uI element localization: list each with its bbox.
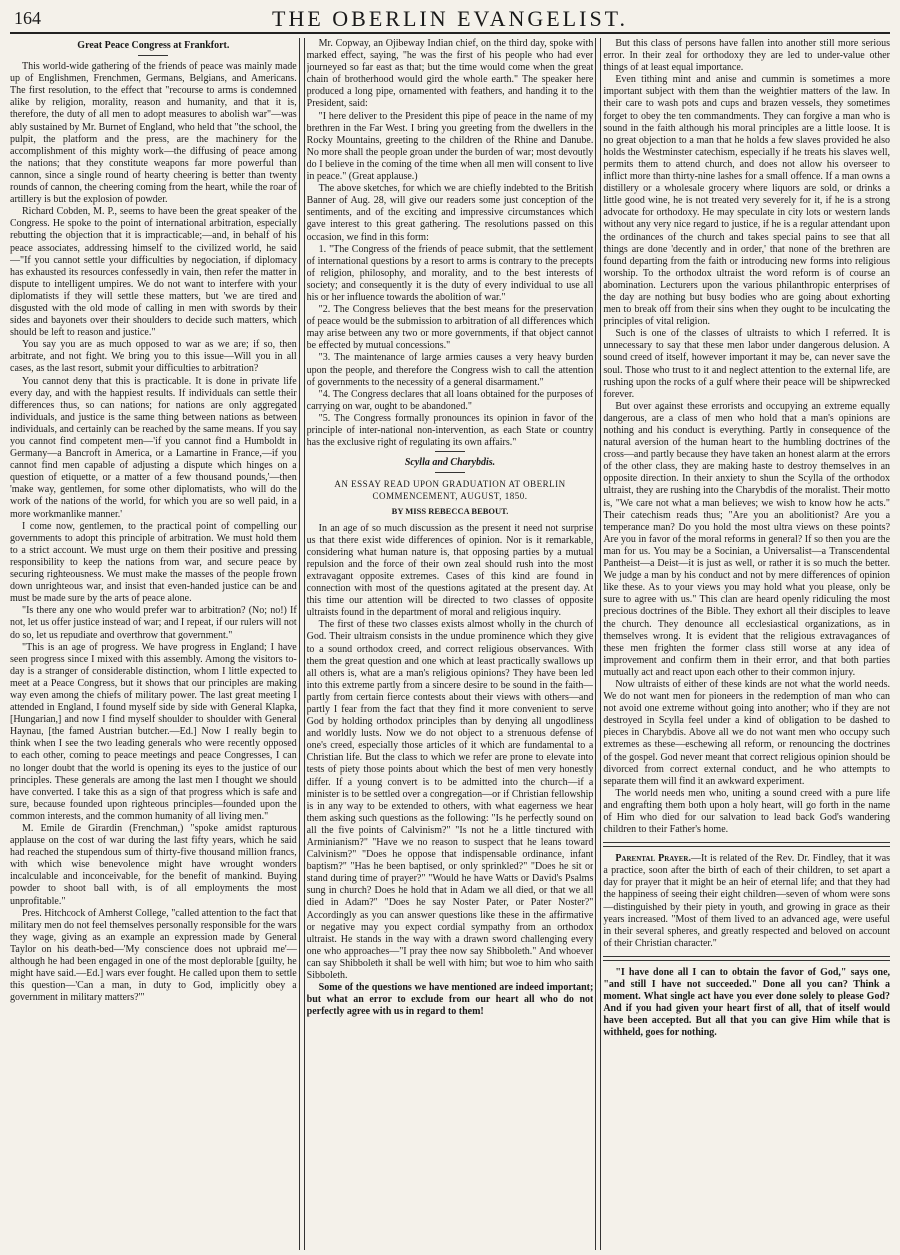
- paragraph-closing: "I have done all I can to obtain the favor of God," says one, "and still I have not succeeded." Done all you can? Think a moment. What single act have you ever done solely to please God? And if you had given your heart first of all, that of itself would have been accepted. But all that you can give Him while that is withheld, goes for nothing.: [603, 966, 891, 1039]
- section-divider: [603, 842, 890, 847]
- masthead: [10, 6, 890, 34]
- paragraph: "This is an age of progress. We have progress in England; I have seen progress since I mixed with this assembly. Among the visitors to-day is a stranger of considerable distinction, whom I little expected to meet at a Peace Congress, but it shows that our principles are making way even among the chiefs of military power. The last great meeting I attended in England, I found myself side by side with General Klapka, [Hungarian,] and now I find myself shoulder to shoulder with General Haynau, [the famed Austrian butcher.—Ed.] Now I really begin to think when I see the two leading generals who were recently opposed to each other, coming to peace meetings and peace Congresses, I can no longer doubt that the world is opening its eyes to the justice of our principles. These generals are among the last men I thought we should have converted. I take this as a sign of that progress which is safe and sure, because founded upon righteous principles—founded upon the common interests, and the common humanity of all living men.": [10, 641, 297, 822]
- section-rule: [435, 451, 465, 452]
- paragraph: "5. The Congress formally pronounces its opinion in favor of the principle of inter-national non-intervention, as each State or country has the exclusive right of regulating its own affairs.": [306, 412, 594, 449]
- paragraph: Pres. Hitchcock of Amherst College, "called attention to the fact that military men do not feel themselves personally responsible for the wars they wage, giving as an example an expression made by General Taylor on his death-bed—'My conscience does not upbraid me'—although he had been engaged in one of the most deplorable [guilty, he might have said.—Ed.] wars ever fought. He called upon them to settle this question—'Can a man, in duty to God, implicitly obey a government in military matters?'": [10, 907, 297, 1004]
- article-heading-peace-congress: Great Peace Congress at Frankfort.: [77, 40, 230, 51]
- column-separator: [299, 38, 305, 1250]
- columns: [10, 38, 890, 1250]
- paragraph: Even tithing mint and anise and cummin is sometimes a more important subject with them than the weightier matters of the law. In their care to wash pots and cups and brazen vessels, they sometimes forget to obey the ten commandments. They can forgive a man who is sound in the faith although his moral principles are a little loose. It is no great objection to a man that he holds a few slaves provided he also holds the Westminster catechism, especially if he treats his slaves well, permits them to attend church, and does not allow his overseer to inflict more than thirty-nine lashes for a small offence. If a man owns a distillery or a wholesale grocery where liquors are sold, or drinks a little good wine, he is not treated very severely for it, if he is a strong advocate for orthodoxy. He may speculate in city lots or western lands without any very nice regard to justice, if he is a regular attendant upon the ordinances of the church and takes special pains to see that all things are done 'decently and in order,' that none of the brethren are found departing from the faith or introducing new forms into religious worship. To the orthodox ultraist the word reform is of course an abomination. Lecturers upon the various philanthropic enterprises of the day are nothing but busy bodies who are going about exhorting men to break off from their sins when they ought to be inculcating the principles of vital religion.: [603, 74, 891, 328]
- article-subheading: AN ESSAY READ UPON GRADUATION AT OBERLIN COMMENCEMENT, AUGUST, 1850.: [334, 479, 566, 502]
- paragraph: In an age of so much discussion as the present it need not surprise us that there exist wide differences of opinion. Nor is it remarkable, considering what human nature is, that opposing parties by a mutual repulsion and the force of their own zeal should rush into the most extravagant opposite extremes. Cases of this kind are found in connection with most of the questions agitated at the present day. At this time our attention will be directed to two classes of opposite ultraists found in the department of moral and religious inquiry.: [306, 522, 594, 619]
- paragraph: This world-wide gathering of the friends of peace was mainly made up of Englishmen, Frenchmen, Germans, Belgians, and Americans. The first resolution, to the effect that "recourse to arms is condemned alike by religion, morality, reason and humanity, and that it is, therefore, the duty of all men to adopt measures to abolish war"—was ably sustained by Mr. Burnet of England, who held that "the school, the pulpit, the platform and the press, are the machinery for the accomplishment of this mighty work—the diffusing of peace among the nations; that they constitute weapons far more powerful than cannon, since a single round of hearty cheering is better than twenty rounds of cannon, the cheering coming from the heart, while the roar of artillery is but the explosion of powder.: [10, 61, 297, 206]
- paragraph: "2. The Congress believes that the best means for the preservation of peace would be the submission to arbitration of all differences which may arise between any two or more governments, if that object cannot be effected by mutual concessions.": [306, 304, 594, 352]
- paragraph: But over against these errorists and occupying an extreme equally dangerous, are a class of men who hold that a man's opinions are nothing and his conduct is everything. Partly in consequence of the natural aversion of the human heart to the humbling doctrines of the cross—and partly because they have taken an honest alarm at the errors of the other class, they are making haste to destroy themselves in an opposite direction. In their anxiety to shun the Scylla of the orthodox ultraist, they are rushing into the Charybdis of the moralist. Their motto is, "We care not what a man believes; we wish to know how he acts." Their catechism reads thus; "Are you an abolitionist? Are you a temperance man? Do you hold the most ultra views on these points? Are you in favor of the moral reforms in general? If so then you are the man for us. You may be a Socinian, a Universalist—a Transcendental Pantheist—a Deist—it is just as well, or rather it is so much the better. We judge a man by his conduct and not by mere differences of opinion like these. As to your views you may hold what you please, only be sure to agree with us." This clan are heard openly ridiculing the most precious doctrines of the Bible. They exhort all their disciples to leave the church. They denounce all ecclesiastical organizations, as in themselves wrong. It is evident that the religious extravagances of these men frighten the former class still worse at any idea of improvement and confirm them in their error, and that both parties mutually act and react upon each other to their common injury.: [603, 400, 891, 678]
- paragraph: You say you are as much opposed to war as we are; if so, then arbitrate, and not fight. We bring you to this issue—Will you in all cases, as the last resort, submit your difficulties to arbitration?: [10, 339, 297, 375]
- paragraph: Such is one of the classes of ultraists to which I referred. It is unnecessary to say that these men labor under dangerous delusion. A sound creed of itself, however important it may be, can never save the soul. Those who trust to it and neglect attention to the external life, are rushing upon the rocks of a gulf where their peace will be shipwrecked forever.: [603, 328, 891, 400]
- newspaper-title: THE OBERLIN EVANGELIST.: [272, 6, 628, 31]
- column-2: [307, 38, 594, 1250]
- paragraph: "I here deliver to the President this pipe of peace in the name of my brethren in the Far West. I bring you greeting from the dwellers in the Rocky Mountains, greeting to the children of the Rhine and Danube. No more shall the people groan under the burden of war; most devoutly do I believe in the coming of the time when all men will consent to live in peace." (Great applause.): [306, 110, 594, 183]
- paragraph: "Is there any one who would prefer war to arbitration? (No; no!) If not, let us offer justice instead of war; and I repeat, if our rulers will not do so, let us repudiate and overthrow that government.": [10, 605, 297, 641]
- column-3: [603, 38, 890, 1250]
- paragraph: But this class of persons have fallen into another still more serious error. In their zeal for orthodoxy they are led to under-value other things of at least equal importance.: [603, 38, 891, 74]
- heading-rule: [435, 472, 465, 473]
- paragraph: Mr. Copway, an Ojibeway Indian chief, on the third day, spoke with marked effect, saying, "he was the first of his people who had ever journeyed so far east as that; but the time would come when the great chain of brotherhood would gird the whole earth." The speaker here produced a long pipe, ornamented with feathers, and handing it to the President, said:: [306, 38, 594, 110]
- page-number: 164: [14, 8, 41, 28]
- article-heading-scylla: Scylla and Charybdis.: [404, 457, 496, 469]
- paragraph: I come now, gentlemen, to the practical point of compelling our governments to adopt this principle of arbitration. We must hold them to a strict account. We must urge on them their positive and pressing responsibility to keep the nations from war, and secure peace by securing righteousness. We must make the masses of the people frown down unrighteous war, and insist that even-handed justice can be and must be made sure by the arts of peace alone.: [10, 520, 297, 605]
- paragraph: Some of the questions we have mentioned are indeed important; but what an error to exclude from our heart all who do not perfectly agree with us in regard to them!: [306, 982, 594, 1018]
- paragraph: The first of these two classes exists almost wholly in the church of God. Their ultraism consists in the undue prominence which they give to a sound orthodox creed, and correct religious observances. With them the great question and one which at least practically swallows up all others is, what are a man's religious opinions? They have been led into this extreme partly from a sincere desire to be sound in the faith—partly from certain fierce contests about their views with others—and partly I fear from the fact that they find it more convenient to serve God by holding orthodox principles than by denying all ungodliness and worldly lusts. Now we do not object to a strenuous defense of one's creed, especially those articles of it which are fundamental to a Christian life. But the class to which we refer are prone to elevate into tests of piety those points about which the best of men very honestly differ. If a young convert is to be admitted into the church—if a minister is to be settled over a congregation—or if Christian fellowship is in any way to be extended to others, with what eagerness we hear them asking such questions as the following: "Is he perfectly sound on all the five points of Calvinism?" "Is not he a little tinctured with Arminianism?" "Have we no reason to suspect that he leans toward Calvinism?" "Does he oppose that indispensable ordinance, infant baptism?" "Has he been baptised, or only sprinkled?" "Does he sit or stand during time of prayer?" "Would he have Watts or David's Psalms sung in church? Does he hold that in Adam we all died, or that we all died in Adam?" "Does he say Noster Pater, or Pater Noster?" Accordingly as you can answer questions like these in the affirmative or negative may you expect cordial sympathy from an orthodox ultraist. He stands in the way with a drawn sword challenging every one who approaches—"I pray thee now say Shibboleth." And whoever can say Shibboleth it shall be well with him; but woe to him who saith Sibboleth.: [306, 619, 594, 982]
- paragraph: Richard Cobden, M. P., seems to have been the great speaker of the Congress. He spoke to the point of international arbitration, especially rebutting the objection that it is impracticable;—and, in behalf of his peace associates, addressing himself to the civilized world, he said—"If you cannot settle your difficulties by negociation, if diplomacy has exhausted its resources confessedly in vain, then refer the matter in dispute to intelligent umpires. We do not want to interfere with your diplomatists if they will settle these matters, but 'we are tired and disgusted with the old mode of calling in men with swords by their sides and bayonets over their shoulders to decide such matters, which should be left to reason and justice.": [10, 206, 297, 339]
- parental-prayer-heading: Parental Prayer.: [615, 853, 691, 865]
- paragraph-parental-prayer: [603, 853, 890, 950]
- paragraph: "4. The Congress declares that all loans obtained for the purposes of carrying on war, ought to be abandoned.": [306, 388, 594, 412]
- article-byline: BY MISS REBECCA BEBOUT.: [391, 506, 509, 517]
- column-1: [10, 38, 297, 1250]
- paragraph: You cannot deny that this is practicable. It is done in private life every day, and with the happiest results. If individuals can settle their differences thus, so can nations; for nations are only aggregated individuals, and justice is the same thing between nations as between individuals, and certainly can be reached by the same means. If you say you cannot find competent men—'if you cannot find a Humboldt in Germany—a Bancroft in America, or a Lamartine in France,—if you cannot find men capable of adjusting a dispute which hinges on a question of etiquette, or a matter of a few thousand pounds,'—then 'make way, gentlemen, for some other diplomatists, who will do the work of the nations of the world, for which you are so well paid, in a more workmanlike manner.': [10, 375, 297, 520]
- section-divider: [603, 956, 890, 961]
- parental-prayer-text: —It is related of the Rev. Dr. Findley, that it was a practice, soon after the birth of each of their children, to set apart a day for prayer that it might be an heir of eternal life; and that they had the happiness of seeing their eight children—seven of whom were sons—distinguished by their piety in youth, and growing in grace as their years increased. "Most of them lived to an advanced age, were useful in their several spheres, and greatly respected and beloved on account of their Christian character.": [603, 853, 891, 949]
- paragraph: Now ultraists of either of these kinds are not what the world needs. We do not want men for pioneers in the redemption of man who can not avoid one extreme without going into another; who if they are not destroyed in Scylla feel under a kind of obligation to be dashed to pieces in Charybdis. Above all we do not want men who occupy such extremes as these—eschewing all reform, or renouncing the doctrines of the gospel. God never meant that correct religious opinion should be divorced from correct external conduct, and he who attempts to separate them will find it an awkward experiment.: [603, 678, 891, 787]
- heading-rule: [138, 55, 168, 56]
- paragraph: M. Emile de Girardin (Frenchman,) "spoke amidst rapturous applause on the cost of war during the last fifty years, which he said had reached the stupendous sum of thirty-five thousand million francs, with which wise benevolence might have wrought wonders incalculable and inconceivable, for the benefit of mankind. Buying powder to shoot ball with, is of all employments the most unprofitable.": [10, 823, 297, 907]
- paragraph: The above sketches, for which we are chiefly indebted to the British Banner of Aug. 28, will give our readers some just conception of the sentiments, and of the exciting and impressive circumstances which gave interest to this great gathering. The resolutions passed on this occasion, we find in this form:: [306, 183, 594, 243]
- paragraph: "3. The maintenance of large armies causes a very heavy burden upon the people, and therefore the Congress wish to call the attention of governments to the necessity of a general disarmament.": [306, 352, 594, 388]
- column-separator: [595, 38, 601, 1250]
- paragraph: The world needs men who, uniting a sound creed with a pure life and engrafting them both upon a holy heart, will go forth in the name of Him who died for our salvation to lead back God's wandering children to their Father's home.: [603, 787, 891, 836]
- paragraph: 1. "The Congress of the friends of peace submit, that the settlement of international questions by a resort to arms is contrary to the precepts of religion, philosophy, and morality, and to the best interests of society; and consequently it is the duty of every individual to use all his or her influence towards the abolition of war.": [306, 243, 594, 303]
